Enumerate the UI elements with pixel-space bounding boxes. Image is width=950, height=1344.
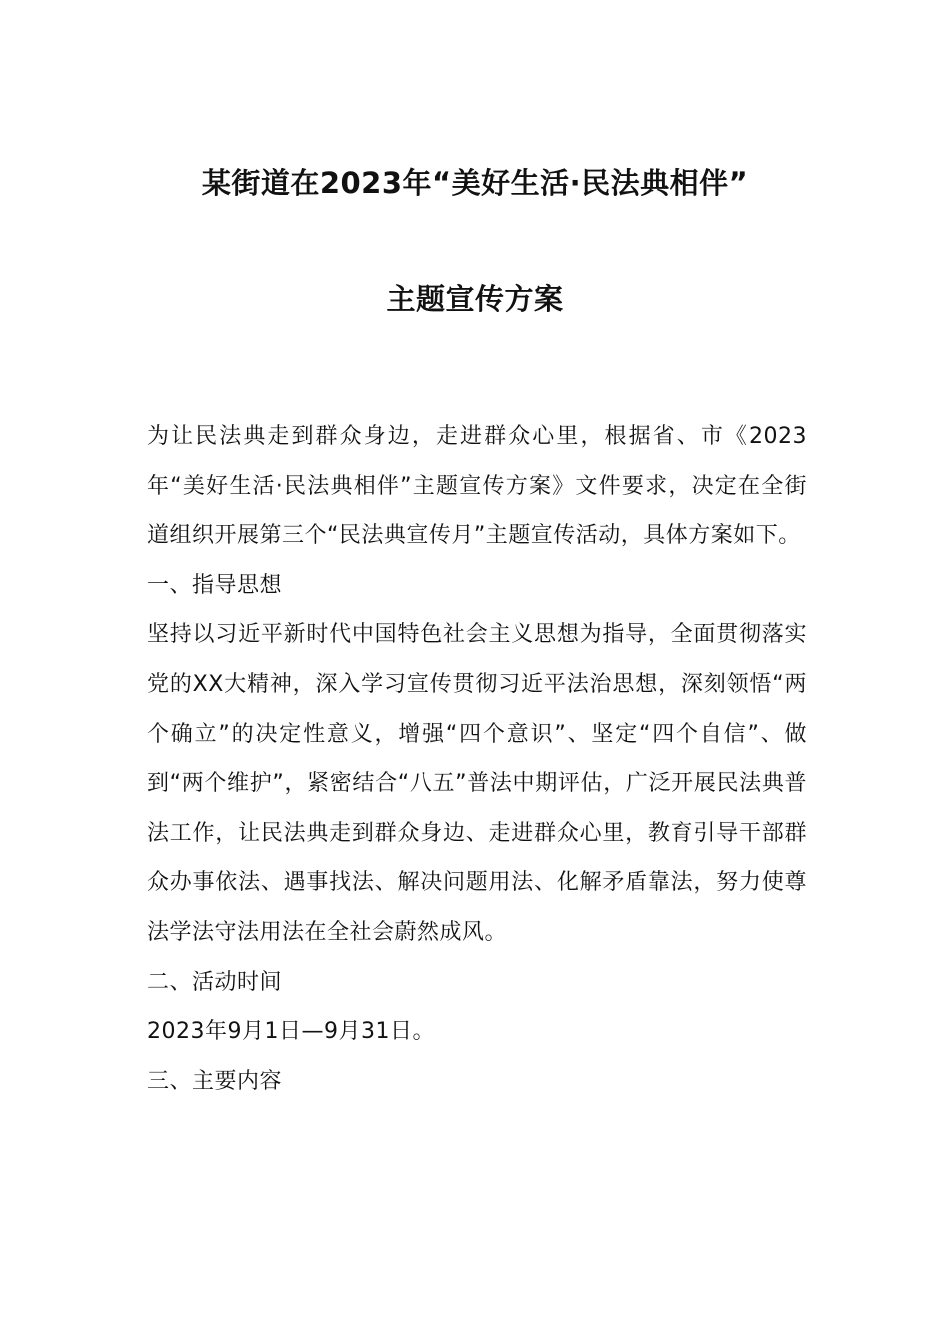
document-body — [147, 412, 807, 1106]
activity-time-paragraph: 2023年9月1日—9月31日。 — [147, 1019, 435, 1045]
section-heading-activity-time: 二、活动时间 — [147, 969, 283, 995]
document-title-line-1: 某街道在2023年“美好生活·民法典相伴” — [201, 166, 749, 200]
intro-paragraph: 为让民法典走到群众身边，走进群众心里，根据省、市《2023年“美好生活·民法典相伴”主题宣传方案》文件要求，决定在全街道组织开展第三个“民法典宣传月”主题宣传活动，具体方案如下。 — [147, 424, 807, 549]
section-heading-guiding-ideology: 一、指导思想 — [147, 572, 283, 598]
section-heading-main-content: 三、主要内容 — [147, 1068, 283, 1094]
document-title-line-2: 主题宣传方案 — [386, 282, 564, 316]
guiding-ideology-paragraph: 坚持以习近平新时代中国特色社会主义思想为指导，全面贯彻落实党的XX大精神，深入学习宣传贯彻习近平法治思想，深刻领悟“两个确立”的决定性意义，增强“四个意识”、坚定“四个自信”、做到“两个维护”，紧密结合“八五”普法中期评估，广泛开展民法典普法工作，让民法典走到群众身边、走进群众心里，教育引导干部群众办事依法、遇事找法、解决问题用法、化解矛盾靠法，努力使尊法学法守法用法在全社会蔚然成风。 — [147, 622, 807, 945]
